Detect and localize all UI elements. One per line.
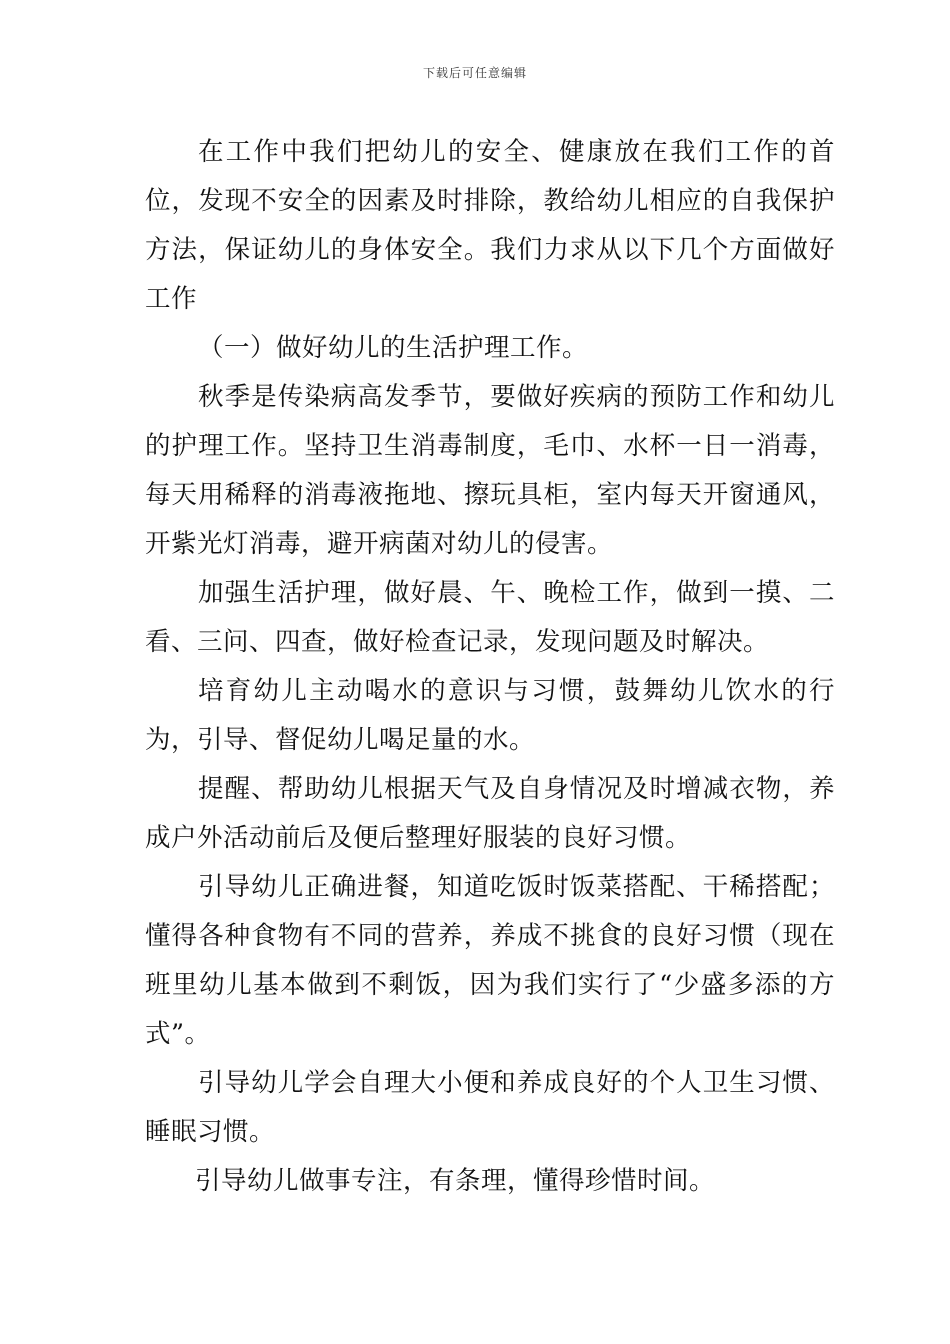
paragraph-time-management: 引导幼儿做事专注，有条理，懂得珍惜时间。 (195, 1166, 716, 1196)
page-header-note: 下载后可任意编辑 (422, 66, 527, 80)
paragraph-daily-checks: 加强生活护理，做好晨、午、晚检工作，做到一摸、二看、三问、四查，做好检查记录，发现问题及时解决。 (145, 578, 835, 657)
document-body (145, 128, 835, 1206)
paragraph-drinking-water: 培育幼儿主动喝水的意识与习惯，鼓舞幼儿饮水的行为，引导、督促幼儿喝足量的水。 (145, 676, 835, 755)
paragraph-autumn-disease-prevention: 秋季是传染病高发季节，要做好疾病的预防工作和幼儿的护理工作。坚持卫生消毒制度，毛巾、水杯一日一消毒，每天用稀释的消毒液拖地、擦玩具柜，室内每天开窗通风，开紫光灯消毒，避开病菌对幼儿的侵害。 (145, 382, 835, 559)
paragraph-eating-habits: 引导幼儿正确进餐，知道吃饭时饭菜搭配、干稀搭配；懂得各种食物有不同的营养，养成不挑食的良好习惯（现在班里幼儿基本做到不剩饭，因为我们实行了“少盛多添的方式”。 (145, 872, 835, 1049)
section-heading-life-care: （一）做好幼儿的生活护理工作。 (198, 333, 589, 363)
paragraph-hygiene-sleep: 引导幼儿学会自理大小便和养成良好的个人卫生习惯、睡眠习惯。 (145, 1068, 835, 1147)
paragraph-clothing: 提醒、帮助幼儿根据天气及自身情况及时增减衣物，养成户外活动前后及便后整理好服装的良好习惯。 (145, 774, 835, 853)
paragraph-safety-intro: 在工作中我们把幼儿的安全、健康放在我们工作的首位，发现不安全的因素及时排除，教给幼儿相应的自我保护方法，保证幼儿的身体安全。我们力求从以下几个方面做好工作 (145, 137, 835, 314)
